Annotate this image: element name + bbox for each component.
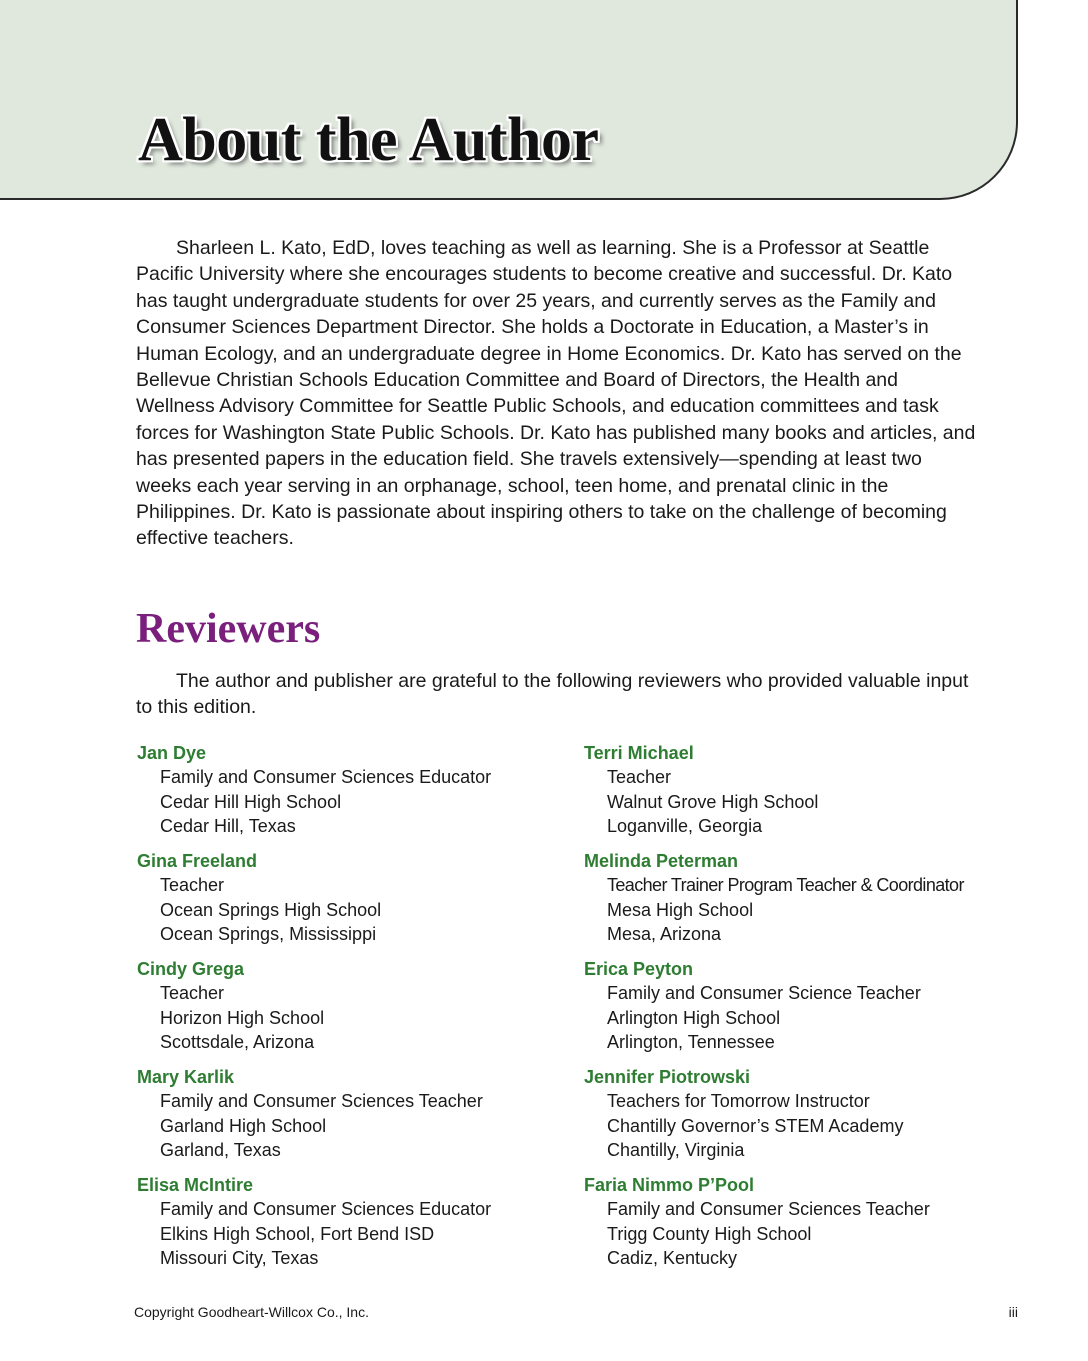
reviewer-location: Missouri City, Texas — [160, 1248, 319, 1268]
reviewer-role: Teachers for Tomorrow Instructor — [607, 1091, 870, 1111]
reviewer-location: Scottsdale, Arizona — [160, 1032, 315, 1052]
reviewer-name: Mary Karlik — [137, 1067, 235, 1087]
reviewer-school: Arlington High School — [607, 1007, 781, 1028]
reviewer-name: Jennifer Piotrowski — [584, 1067, 751, 1087]
reviewer-school: Mesa High School — [607, 899, 754, 920]
reviewer-school: Cedar Hill High School — [160, 791, 342, 812]
reviewer-role: Family and Consumer Science Teacher — [607, 983, 921, 1003]
reviewer-name: Terri Michael — [584, 743, 694, 763]
reviewer-entry — [584, 1173, 1024, 1281]
page-number: iii — [1008, 1304, 1018, 1320]
reviewer-name: Melinda Peterman — [584, 851, 739, 871]
reviewer-location: Garland, Texas — [160, 1140, 281, 1160]
reviewer-location: Cedar Hill, Texas — [160, 816, 296, 836]
reviewer-name: Elisa McIntire — [137, 1175, 254, 1195]
reviewer-role: Teacher — [160, 983, 225, 1003]
reviewer-entry — [584, 849, 1024, 957]
page-footer — [134, 1303, 1018, 1321]
reviewers-left-column — [137, 741, 567, 1281]
reviewer-role: Teacher — [607, 767, 672, 787]
reviewer-entry — [137, 957, 567, 1065]
reviewer-name: Erica Peyton — [584, 959, 694, 979]
reviewer-entry — [584, 1065, 1024, 1173]
reviewer-role: Family and Consumer Sciences Teacher — [607, 1199, 930, 1219]
reviewer-name: Gina Freeland — [137, 851, 258, 871]
reviewer-location: Cadiz, Kentucky — [607, 1248, 738, 1268]
reviewers-intro: The author and publisher are grateful to the following reviewers who provided valuable input to this edition. — [136, 670, 969, 719]
author-bio: Sharleen L. Kato, EdD, loves teaching as well as learning. She is a Professor at Seattle Pacific University where she encourages students to become creative and successful. Dr. Kato has taught undergraduate students for over 25 years, and currently serves as the Family and Consumer Sciences Department Director. She holds a Doctorate in Education, a Master’s in Human Ecology, and an undergraduate degree in Home Economics. Dr. Kato has served on the Bellevue Christian Schools Education Committee and Board of Directors, the Health and Wellness Advisory Committee for Seattle Public Schools, and education committees and task forces for Washington State Public Schools. Dr. Kato has published many books and articles, and has presented papers in the education field. She travels extensively—spending at least two weeks each year serving in an orphanage, school, teen home, and prenatal clinic in the Philippines. Dr. Kato is passionate about inspiring others to take on the challenge of becoming effective teachers. — [136, 237, 976, 550]
reviewer-entry — [584, 957, 1024, 1065]
reviewer-school: Elkins High School, Fort Bend ISD — [160, 1223, 435, 1244]
reviewer-role: Teacher Trainer Program Teacher & Coordinator — [607, 875, 964, 895]
reviewer-school: Horizon High School — [160, 1007, 325, 1028]
reviewers-heading: Reviewers — [136, 606, 321, 652]
reviewer-school: Chantilly Governor’s STEM Academy — [607, 1115, 904, 1136]
reviewer-role: Teacher — [160, 875, 225, 895]
reviewer-entry — [137, 741, 567, 849]
copyright-notice: Copyright Goodheart-Willcox Co., Inc. — [134, 1304, 369, 1320]
reviewer-location: Mesa, Arizona — [607, 924, 722, 944]
reviewer-school: Walnut Grove High School — [607, 791, 819, 812]
reviewer-location: Loganville, Georgia — [607, 816, 763, 836]
reviewer-school: Trigg County High School — [607, 1223, 812, 1244]
reviewer-name: Cindy Grega — [137, 959, 245, 979]
page-title: About the Author — [138, 106, 599, 174]
reviewer-school: Ocean Springs High School — [160, 899, 382, 920]
reviewer-location: Chantilly, Virginia — [607, 1140, 745, 1160]
reviewer-role: Family and Consumer Sciences Educator — [160, 767, 492, 787]
reviewers-right-column — [584, 741, 1024, 1281]
reviewer-name: Jan Dye — [137, 743, 207, 763]
reviewer-role: Family and Consumer Sciences Educator — [160, 1199, 492, 1219]
reviewer-entry — [137, 1065, 567, 1173]
reviewer-school: Garland High School — [160, 1115, 327, 1136]
reviewer-entry — [137, 849, 567, 957]
reviewer-location: Ocean Springs, Mississippi — [160, 924, 377, 944]
reviewer-name: Faria Nimmo P’Pool — [584, 1175, 755, 1195]
reviewer-role: Family and Consumer Sciences Teacher — [160, 1091, 483, 1111]
reviewer-entry — [584, 741, 1024, 849]
reviewer-entry — [137, 1173, 567, 1281]
reviewer-location: Arlington, Tennessee — [607, 1032, 775, 1052]
